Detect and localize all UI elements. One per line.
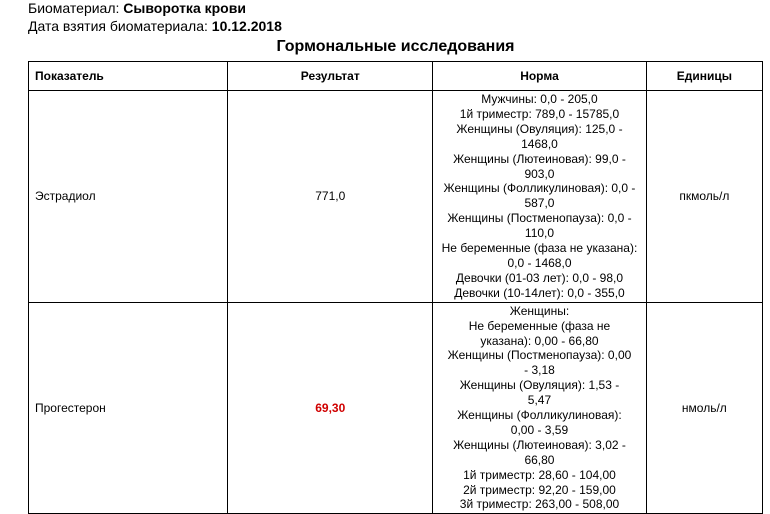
table-header-row: [29, 62, 763, 91]
reference-line: Женщины (Овуляция): 1,53 -: [459, 378, 620, 393]
reference-line: 3й триместр: 263,00 - 508,00: [459, 497, 620, 512]
unit-value: пкмоль/л: [646, 91, 762, 303]
reference-line: Женщины (Фолликулиновая):: [457, 408, 622, 423]
reference-range: [433, 302, 647, 514]
reference-line: Не беременные (фаза не указана):: [441, 241, 638, 256]
reference-line: 5,47: [527, 393, 552, 408]
reference-line: 1468,0: [521, 136, 558, 151]
reference-line: указана): 0,00 - 66,80: [480, 333, 599, 348]
reference-line: Женщины (Лютеиновая): 3,02 -: [453, 437, 626, 452]
indicator-name: Эстрадиол: [29, 91, 228, 303]
result-value: 771,0: [228, 91, 433, 303]
reference-line: Женщины:: [509, 303, 570, 318]
reference-line: 0,00 - 3,59: [510, 422, 569, 437]
hormone-results-table: [28, 61, 763, 514]
biomaterial-value: Сыворотка крови: [123, 0, 246, 16]
collection-date-line: [28, 18, 282, 35]
column-header-norm: Норма: [433, 62, 647, 91]
table-row: [29, 302, 763, 514]
reference-line: 2й триместр: 92,20 - 159,00: [463, 482, 616, 497]
reference-line: Женщины (Постменопауза): 0,0 -: [447, 211, 632, 226]
reference-range: [433, 91, 647, 303]
reference-line: Мужчины: 0,0 - 205,0: [481, 92, 598, 106]
reference-line: 1й триместр: 789,0 - 15785,0: [459, 106, 620, 121]
column-header-units: Единицы: [646, 62, 762, 91]
report-title: Гормональные исследования: [276, 38, 515, 55]
reference-line: 903,0: [524, 166, 555, 181]
indicator-name: Прогестерон: [29, 302, 228, 514]
result-value-out-of-range: 69,30: [228, 302, 433, 514]
reference-line: Не беременные (фаза не: [468, 318, 611, 333]
reference-line: 587,0: [524, 196, 555, 211]
reference-line: Женщины (Овуляция): 125,0 -: [456, 121, 623, 136]
reference-line: 0,0 - 1468,0: [507, 255, 572, 270]
reference-line: - 3,18: [524, 363, 555, 378]
reference-line: Женщины (Фолликулиновая): 0,0 -: [443, 181, 636, 196]
reference-line: 110,0: [524, 226, 555, 241]
column-header-indicator: Показатель: [29, 62, 228, 91]
biomaterial-label: Биоматериал:: [28, 0, 120, 16]
reference-line: 66,80: [524, 452, 555, 467]
reference-line: Девочки (01-03 лет): 0,0 - 98,0: [455, 270, 624, 285]
unit-value: нмоль/л: [646, 302, 762, 514]
table-row: [29, 91, 763, 303]
biomaterial-line: [28, 0, 246, 17]
reference-line: Девочки (10-14лет): 0,0 - 355,0: [454, 285, 625, 300]
reference-line: Женщины (Лютеиновая): 99,0 -: [453, 151, 626, 166]
collection-date-label: Дата взятия биоматериала:: [28, 18, 208, 34]
collection-date-value: 10.12.2018: [211, 18, 282, 34]
column-header-result: Результат: [228, 62, 433, 91]
reference-line: Женщины (Постменопауза): 0,00: [447, 348, 632, 363]
reference-line: 1й триместр: 28,60 - 104,00: [463, 467, 616, 482]
